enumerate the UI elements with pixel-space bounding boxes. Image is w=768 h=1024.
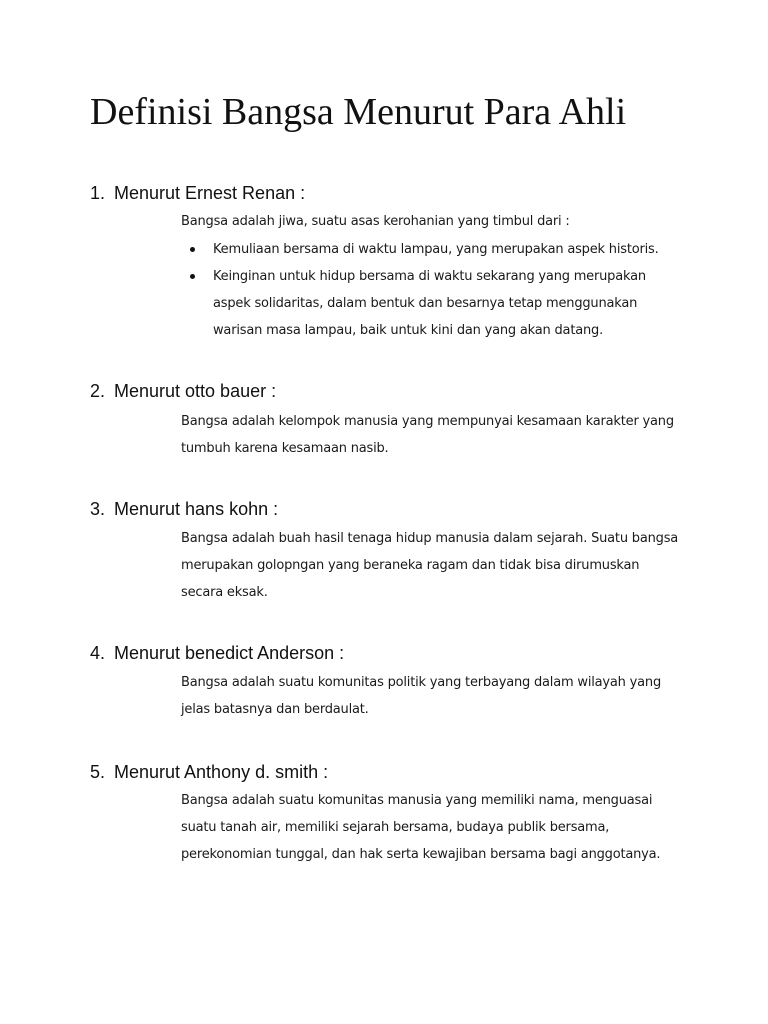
list-item bbox=[190, 263, 660, 344]
section-number: 5. bbox=[90, 762, 106, 782]
page-title: Definisi Bangsa Menurut Para Ahli bbox=[90, 91, 627, 133]
section-heading bbox=[90, 641, 344, 665]
section-heading bbox=[90, 497, 278, 521]
section-heading-text: Menurut hans kohn : bbox=[114, 499, 279, 519]
section-heading bbox=[90, 181, 305, 205]
section-heading-text: Menurut otto bauer : bbox=[114, 381, 277, 401]
list-item bbox=[190, 236, 660, 263]
section-body: Bangsa adalah kelompok manusia yang mempunyai kesamaan karakter yang tumbuh karena kesamaan nasib. bbox=[181, 414, 674, 456]
section-heading bbox=[90, 760, 328, 784]
bullet-list bbox=[190, 236, 660, 344]
section-heading bbox=[90, 379, 276, 403]
section-number: 2. bbox=[90, 381, 106, 401]
bullet-icon bbox=[190, 247, 195, 252]
list-item-text: Keinginan untuk hidup bersama di waktu sekarang yang merupakan aspek solidaritas, dalam bentuk dan besarnya tetap menggunakan warisan masa lampau, baik untuk kini dan yang akan datang. bbox=[213, 269, 646, 338]
section-number: 3. bbox=[90, 499, 106, 519]
section-body: Bangsa adalah suatu komunitas politik yang terbayang dalam wilayah yang jelas batasnya dan berdaulat. bbox=[181, 675, 661, 717]
section-body: Bangsa adalah buah hasil tenaga hidup manusia dalam sejarah. Suatu bangsa merupakan golopngan yang beraneka ragam dan tidak bisa dirumuskan secara eksak. bbox=[181, 531, 679, 600]
section-body: Bangsa adalah jiwa, suatu asas kerohanian yang timbul dari : bbox=[181, 214, 570, 229]
section-heading-text: Menurut Anthony d. smith : bbox=[114, 762, 329, 782]
section-number: 1. bbox=[90, 183, 106, 203]
section-number: 4. bbox=[90, 643, 106, 663]
section-heading-text: Menurut Ernest Renan : bbox=[114, 183, 306, 203]
section-heading-text: Menurut benedict Anderson : bbox=[114, 643, 345, 663]
section-body: Bangsa adalah suatu komunitas manusia yang memiliki nama, menguasai suatu tanah air, memiliki sejarah bersama, budaya publik bersama, perekonomian tunggal, dan hak serta kewajiban bersama bagi anggotanya. bbox=[181, 793, 661, 862]
list-item-text: Kemuliaan bersama di waktu lampau, yang merupakan aspek historis. bbox=[213, 242, 659, 257]
bullet-icon bbox=[190, 274, 195, 279]
